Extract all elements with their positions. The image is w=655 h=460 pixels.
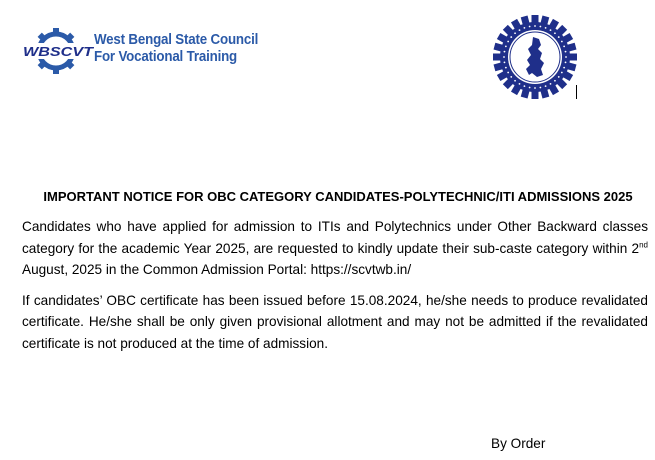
notice-body (22, 188, 648, 363)
notice-paragraph-1 (22, 216, 648, 281)
org-name-line1: West Bengal State Council (94, 32, 259, 48)
para1-ordinal-suffix: nd (639, 239, 648, 249)
document-header (0, 0, 655, 110)
wbscvt-emblem-icon (493, 15, 577, 99)
gear-logo-icon (22, 28, 94, 74)
text-cursor (576, 85, 577, 99)
org-name (94, 32, 258, 66)
para1-text-a: Candidates who have applied for admission to ITIs and Polytechnics under Other Backward classes category for the academic Year 2025, are requested to kindly update their sub-caste category within 2 (22, 219, 648, 256)
signoff: By Order (491, 436, 546, 451)
notice-paragraph-2: If candidates’ OBC certificate has been issued before 15.08.2024, he/she needs to produce revalidated certificate. He/she shall be only given provisional allotment and may not be admitted if the revalidated certificate is not produced at the time of admission. (22, 292, 648, 351)
wbscvt-logo (22, 28, 262, 74)
notice-title: IMPORTANT NOTICE FOR OBC CATEGORY CANDIDATES-POLYTECHNIC/ITI ADMISSIONS 2025 (43, 189, 633, 204)
para1-text-b: August, 2025 in the Common Admission Portal: https://scvtwb.in/ (22, 262, 412, 277)
org-name-line2: For Vocational Training (94, 49, 238, 65)
logo-badge-text: WBSCVT (23, 44, 94, 59)
